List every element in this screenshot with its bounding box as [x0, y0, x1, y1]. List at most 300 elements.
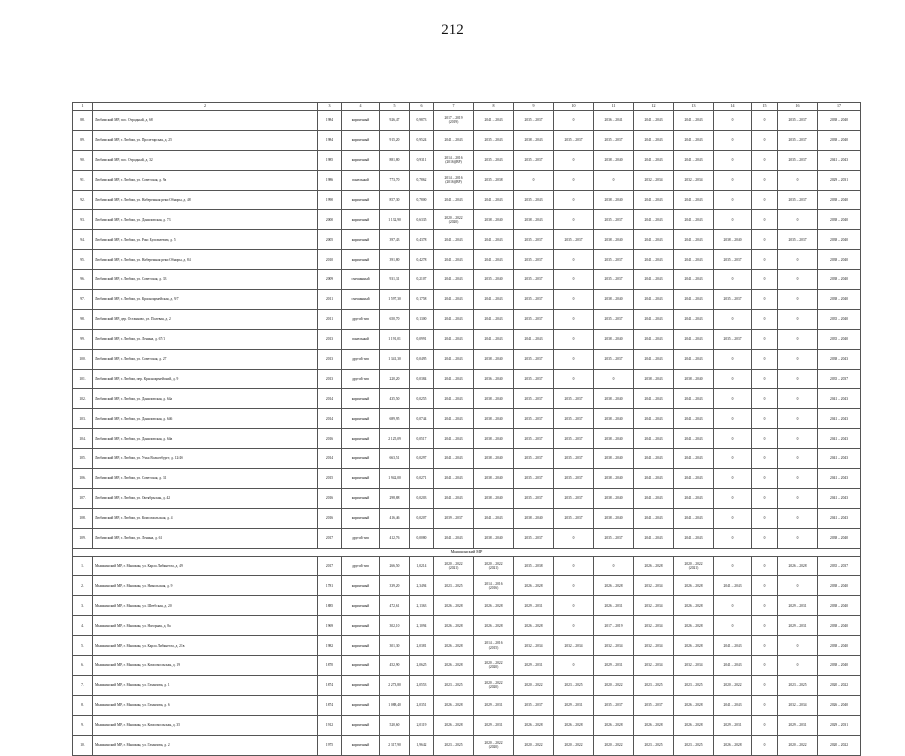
table-cell: 2038 – 2040 — [594, 409, 634, 429]
table-cell: 915,20 — [380, 130, 410, 150]
table-cell: 0 — [752, 270, 778, 290]
table-cell: 2038 – 2040 — [818, 636, 861, 656]
table-cell: кирпичный — [342, 508, 380, 528]
table-cell: 2023 – 2025 — [778, 675, 818, 695]
table-cell: 2041 – 2043 — [634, 508, 674, 528]
address-cell: Любимский МР, г. Любим, ул. Советская, д. 9а — [93, 170, 318, 190]
table-cell: 2020 – 2022 (2020) — [434, 210, 474, 230]
table-cell: 106. — [73, 469, 93, 489]
table-cell: 9. — [73, 715, 93, 735]
table-cell: кирпичный — [342, 656, 380, 676]
table-cell: 2035 – 2037 — [594, 349, 634, 369]
address-cell: Мышкинский МР, г. Мышкин, ул. Газанзова, д. 2 — [93, 735, 318, 755]
table-cell: 2035 – 2037 — [818, 369, 861, 389]
table-cell: 2041 – 2043 — [514, 329, 554, 349]
table-cell: 2041 – 2043 — [634, 250, 674, 270]
table-cell: 926,47 — [380, 111, 410, 131]
table-cell: 2038 – 2043 — [634, 369, 674, 389]
table-cell: 0 — [778, 210, 818, 230]
table-cell: 2041 – 2043 — [434, 369, 474, 389]
address-cell: Любимский МР, г. Любим, ул. Набережная реки Обноры, д. 48 — [93, 190, 318, 210]
table-cell: 0 — [714, 369, 752, 389]
address-cell: Любимский МР, г. Любим, ул. Октябрьская, д. 42 — [93, 488, 318, 508]
table-cell: 1990 — [318, 190, 342, 210]
table-cell: кирпичный — [342, 230, 380, 250]
table-cell: 0 — [554, 329, 594, 349]
table-cell: 2016 — [318, 429, 342, 449]
table-cell: 2023 – 2025 — [674, 735, 714, 755]
table-cell: 0 — [554, 596, 594, 616]
table-cell: 2013 — [318, 349, 342, 369]
section-row — [73, 548, 861, 556]
table-cell: 2035 – 2037 — [514, 309, 554, 329]
address-cell: Любимский МР, г. Любим, ул. Советская, д. 27 — [93, 349, 318, 369]
address-cell: Любимский МР, пос. Отрадный, д. 32 — [93, 150, 318, 170]
table-cell: кирпичный — [342, 130, 380, 150]
table-cell: 2020 – 2022 — [554, 735, 594, 755]
table-cell: 2041 – 2043 — [674, 309, 714, 329]
table-cell: 2041 – 2043 — [674, 290, 714, 310]
table-cell: 2038 – 2043 — [514, 130, 554, 150]
table-cell: 0,0203 — [410, 488, 434, 508]
table-cell: 2041 – 2043 — [818, 389, 861, 409]
table-cell: 0 — [714, 449, 752, 469]
table-cell: 2032 – 2034 — [674, 170, 714, 190]
table-cell: 0 — [714, 170, 752, 190]
table-cell: 2041 – 2043 — [674, 508, 714, 528]
table-cell: 0 — [594, 369, 634, 389]
table-cell: 5. — [73, 636, 93, 656]
table-cell: 2014 – 2016 (2016)(ВР) — [434, 150, 474, 170]
table-cell: 220,20 — [380, 369, 410, 389]
page-number: 212 — [441, 22, 464, 38]
table-cell: 2020 – 2022 — [818, 675, 861, 695]
table-cell: 0 — [778, 329, 818, 349]
address-cell: Мышкинский МР, г. Мышкин, ул. Карла Либкнехта, д. 49 — [93, 556, 318, 576]
table-cell: 2041 – 2043 — [674, 250, 714, 270]
table-cell: 90. — [73, 150, 93, 170]
table-cell: 2038 – 2040 — [818, 230, 861, 250]
table-cell: 397,43 — [380, 230, 410, 250]
table-cell: 2026 – 2028 — [514, 576, 554, 596]
table-cell: 2041 – 2043 — [634, 329, 674, 349]
table-cell: 0 — [714, 616, 752, 636]
address-cell: Мышкинский МР, г. Мышкин, ул. Никольская, д. 9 — [93, 576, 318, 596]
table-cell: 1885 — [318, 596, 342, 616]
table-cell: 2035 – 2037 — [514, 250, 554, 270]
table-cell: 103. — [73, 409, 93, 429]
table-cell: 2038 – 2040 — [594, 230, 634, 250]
table-cell: 2041 – 2043 — [434, 528, 474, 548]
table-cell: 2041 – 2043 — [818, 508, 861, 528]
table-cell: 0 — [752, 329, 778, 349]
table-cell: 0 — [752, 576, 778, 596]
table-row — [73, 130, 861, 150]
table-cell: 2026 – 2028 — [434, 695, 474, 715]
table-cell: 0 — [778, 636, 818, 656]
table-cell: 2026 – 2028 — [674, 695, 714, 715]
address-cell: Мышкинский МР, г. Мышкин, ул. Шеебская, д. 20 — [93, 596, 318, 616]
table-cell: кирпичный — [342, 596, 380, 616]
table-cell: 2035 – 2037 — [554, 469, 594, 489]
table-cell: 2038 – 2040 — [818, 596, 861, 616]
table-cell: 2041 – 2043 — [634, 210, 674, 230]
table-cell: 2026 – 2040 — [818, 695, 861, 715]
table-cell: 2035 – 2037 — [778, 190, 818, 210]
table-cell: 2038 – 2040 — [474, 488, 514, 508]
table-row — [73, 349, 861, 369]
table-cell: 2029 – 2031 — [474, 715, 514, 735]
table-cell: 2017 – 2019 (2019) — [434, 111, 474, 131]
table-cell: 104. — [73, 429, 93, 449]
table-cell: 0 — [554, 369, 594, 389]
table-cell: 2035 – 2037 — [554, 449, 594, 469]
table-cell: 2032 – 2034 — [634, 170, 674, 190]
table-cell: другой тип — [342, 349, 380, 369]
table-cell: 2041 – 2043 — [818, 469, 861, 489]
table-cell: 2017 — [318, 528, 342, 548]
table-cell: 2009 — [318, 270, 342, 290]
table-cell: 0,6335 — [410, 210, 434, 230]
table-cell: 2035 – 2037 — [514, 449, 554, 469]
table-cell: 2020 – 2022 (2021) — [674, 556, 714, 576]
table-cell: 2026 – 2028 — [434, 715, 474, 735]
section-title: Мышкинский МР — [73, 548, 861, 556]
table-cell: кирпичный — [342, 636, 380, 656]
table-cell: 2041 – 2043 — [474, 508, 514, 528]
table-cell: 97. — [73, 290, 93, 310]
table-cell: 2041 – 2043 — [474, 190, 514, 210]
table-cell: 1 341,30 — [380, 349, 410, 369]
address-cell: Любимский МР, г. Любим, ул. Даниловская, д. 646 — [93, 409, 318, 429]
table-cell: 109. — [73, 528, 93, 548]
table-cell: кирпичный — [342, 150, 380, 170]
table-cell: 93. — [73, 210, 93, 230]
table-cell: 2035 – 2040 — [818, 309, 861, 329]
table-cell: 2041 – 2043 — [634, 528, 674, 548]
table-row — [73, 250, 861, 270]
address-cell: Любимский МР, г. Любим, ул. Рокс Булгакеевич, д. 5 — [93, 230, 318, 250]
table-cell: 0,0271 — [410, 469, 434, 489]
table-cell: 0 — [752, 210, 778, 230]
table-cell: 2015 — [318, 469, 342, 489]
table-cell: 0,2107 — [410, 270, 434, 290]
table-cell: 1870 — [318, 656, 342, 676]
table-cell: 2032 – 2034 — [634, 596, 674, 616]
address-cell: Любимский МР, г. Любим, ул. Советская, д. 31 — [93, 469, 318, 489]
table-cell: 0 — [752, 409, 778, 429]
table-cell: 96. — [73, 270, 93, 290]
table-cell: 2038 – 2040 — [818, 130, 861, 150]
table-cell: 2023 – 2025 — [554, 675, 594, 695]
table-cell: 2032 – 2034 — [634, 636, 674, 656]
table-row — [73, 150, 861, 170]
table-cell: 2041 – 2043 — [474, 111, 514, 131]
table-cell: 2035 – 2037 — [514, 389, 554, 409]
table-cell: 2041 – 2043 — [714, 636, 752, 656]
table-cell: 2026 – 2028 — [554, 715, 594, 735]
table-cell: 0 — [554, 250, 594, 270]
table-row — [73, 429, 861, 449]
table-cell: 0 — [714, 210, 752, 230]
table-cell: 105. — [73, 449, 93, 469]
table-cell: 2029 – 2031 — [714, 715, 752, 735]
table-cell: 2035 – 2037 — [514, 488, 554, 508]
table-cell: 2041 – 2043 — [474, 230, 514, 250]
table-cell: 1,0214 — [410, 556, 434, 576]
table-cell: 2038 – 2040 — [474, 469, 514, 489]
table-cell: 452,90 — [380, 656, 410, 676]
table-cell: 2035 – 2037 — [554, 488, 594, 508]
table-cell: 2016 — [318, 508, 342, 528]
table-cell: 2035 – 2037 — [554, 429, 594, 449]
table-cell: 2041 – 2043 — [674, 389, 714, 409]
table-cell: 2038 – 2040 — [474, 210, 514, 230]
table-cell: 2020 – 2022 — [594, 735, 634, 755]
table-cell: 0 — [554, 349, 594, 369]
table-cell: 0 — [752, 190, 778, 210]
table-cell: 2035 – 2037 — [778, 130, 818, 150]
table-cell: 2038 – 2040 — [594, 429, 634, 449]
table-cell: 0 — [714, 190, 752, 210]
table-row — [73, 556, 861, 576]
table-cell: 2029 – 2031 — [554, 695, 594, 715]
table-cell: 0 — [554, 556, 594, 576]
address-cell: Мышкинский МР, г. Мышкин, ул. Нагорная, д. 8а — [93, 616, 318, 636]
table-cell: 1 942,00 — [380, 469, 410, 489]
table-cell: 2035 – 2037 — [594, 250, 634, 270]
table-cell: 2026 – 2028 — [634, 715, 674, 735]
table-cell: 2038 – 2040 — [818, 210, 861, 230]
table-cell: 2041 – 2043 — [634, 469, 674, 489]
table-cell: 689,95 — [380, 409, 410, 429]
table-cell: другой тип — [342, 369, 380, 389]
table-cell: 2041 – 2043 — [434, 469, 474, 489]
table-cell: 2026 – 2028 — [434, 616, 474, 636]
table-cell: 2032 – 2034 — [634, 576, 674, 596]
table-cell: 2,0381 — [410, 636, 434, 656]
table-cell: 1982 — [318, 636, 342, 656]
table-row — [73, 270, 861, 290]
table-cell: 2029 – 2031 — [778, 616, 818, 636]
table-cell: кирпичный — [342, 675, 380, 695]
table-cell: 100. — [73, 349, 93, 369]
table-cell: кирпичный — [342, 715, 380, 735]
table-row — [73, 469, 861, 489]
table-cell: 0 — [778, 349, 818, 369]
table-cell: 2041 – 2043 — [434, 349, 474, 369]
header-cell: 9 — [514, 103, 554, 111]
address-cell: Любимский МР, г. Любим, пер. Красноармейский, д. 9 — [93, 369, 318, 389]
table-cell: 2041 – 2043 — [634, 389, 674, 409]
table-row — [73, 409, 861, 429]
table-row — [73, 675, 861, 695]
table-cell: 2038 – 2040 — [474, 389, 514, 409]
table-cell: 1984 — [318, 130, 342, 150]
table-cell: другой тип — [342, 528, 380, 548]
table-cell: 2023 – 2025 — [434, 675, 474, 695]
table-cell: 108. — [73, 508, 93, 528]
table-cell: 1 191,01 — [380, 329, 410, 349]
table-cell: кирпичный — [342, 469, 380, 489]
header-cell: 8 — [474, 103, 514, 111]
table-cell: кирпичный — [342, 616, 380, 636]
table-cell: 2041 – 2043 — [634, 429, 674, 449]
table-cell: 302,10 — [380, 616, 410, 636]
table-cell: кирпичный — [342, 735, 380, 755]
table-cell: 2010 — [318, 250, 342, 270]
table-cell: 391,80 — [380, 250, 410, 270]
table-cell: 2020 – 2022 (2020) — [474, 675, 514, 695]
table-cell: 2035 – 2037 — [554, 230, 594, 250]
table-cell: 1 597,30 — [380, 290, 410, 310]
table-cell: 0 — [778, 656, 818, 676]
table-cell: 2035 – 2037 — [514, 111, 554, 131]
table-cell: 2035 – 2037 — [594, 130, 634, 150]
table-cell: 2035 – 2037 — [594, 309, 634, 329]
table-cell: 2039 – 2037 — [434, 508, 474, 528]
table-cell: 0 — [752, 508, 778, 528]
table-cell: 0 — [752, 389, 778, 409]
table-cell: 2035 – 2043 — [514, 190, 554, 210]
header-cell: 5 — [380, 103, 410, 111]
table-cell: 0 — [714, 349, 752, 369]
table-cell: 2,0119 — [410, 715, 434, 735]
table-cell: 2035 – 2038 — [514, 556, 554, 576]
table-cell: 0 — [554, 290, 594, 310]
table-cell: 2035 – 2037 — [714, 290, 752, 310]
table-cell: 2038 – 2040 — [594, 488, 634, 508]
table-cell: 2005 — [318, 230, 342, 250]
table-cell: 2029 – 2031 — [778, 715, 818, 735]
table-row — [73, 449, 861, 469]
table-cell: 2032 – 2034 — [674, 656, 714, 676]
table-cell: 2041 – 2043 — [634, 130, 674, 150]
table-cell: 2 125,09 — [380, 429, 410, 449]
table-cell: 0 — [778, 508, 818, 528]
table-cell: 2,1363 — [410, 596, 434, 616]
table-cell: 2038 – 2043 — [514, 210, 554, 230]
table-cell: 266,50 — [380, 556, 410, 576]
table-cell: 0,9873 — [410, 111, 434, 131]
table-cell: 2041 – 2043 — [434, 389, 474, 409]
table-cell: 0 — [752, 735, 778, 755]
table-cell: 0 — [752, 695, 778, 715]
table-cell: 0,0080 — [410, 528, 434, 548]
data-table — [72, 102, 861, 756]
address-cell: Мышкинский МР, г. Мышкин, ул. Газанзова, д. 1 — [93, 675, 318, 695]
table-cell: 0 — [714, 130, 752, 150]
table-cell: другой тип — [342, 309, 380, 329]
table-cell: 2016 — [318, 488, 342, 508]
table-cell: 0 — [554, 576, 594, 596]
table-cell: 89. — [73, 130, 93, 150]
table-cell: кирпичный — [342, 210, 380, 230]
address-cell: Любимский МР, г. Любим, ул. Ленина, д. 67/1 — [93, 329, 318, 349]
table-cell: 2014 – 2016 (2016)(ВР) — [434, 170, 474, 190]
table-cell: 0 — [714, 270, 752, 290]
table-cell: 2026 – 2028 — [674, 715, 714, 735]
table-cell: 2032 – 2034 — [554, 636, 594, 656]
table-cell: 1984 — [318, 111, 342, 131]
table-cell: 412,76 — [380, 528, 410, 548]
table-cell: 2011 — [318, 309, 342, 329]
table-cell: 2035 – 2037 — [594, 270, 634, 290]
table-cell: 2036 – 2040 — [474, 369, 514, 389]
table-cell: 0,9524 — [410, 130, 434, 150]
table-row — [73, 616, 861, 636]
table-cell: 2041 – 2043 — [674, 349, 714, 369]
address-cell: Мышкинский МР, г. Мышкин, ул. Карла Либкнехта, д. 21в — [93, 636, 318, 656]
table-row — [73, 230, 861, 250]
table-cell: 2000 — [318, 210, 342, 230]
table-cell: 298,88 — [380, 488, 410, 508]
table-cell: 2029 – 2031 — [818, 715, 861, 735]
table-cell: 2026 – 2028 — [634, 556, 674, 576]
table-cell: 472,61 — [380, 596, 410, 616]
table-cell: 2038 – 2040 — [474, 449, 514, 469]
table-cell: 2029 – 2031 — [514, 656, 554, 676]
table-cell: 0 — [752, 596, 778, 616]
table-cell: 0 — [778, 369, 818, 389]
table-cell: 2041 – 2043 — [714, 576, 752, 596]
table-row — [73, 715, 861, 735]
table-cell: 2041 – 2043 — [674, 469, 714, 489]
table-cell: 1874 — [318, 695, 342, 715]
table-cell: 0,0384 — [410, 369, 434, 389]
table-cell: 0 — [752, 170, 778, 190]
table-cell: кирпичный — [342, 695, 380, 715]
table-cell: 0 — [554, 656, 594, 676]
table-cell: 2020 – 2022 — [818, 735, 861, 755]
table-cell: 0 — [778, 429, 818, 449]
table-row — [73, 508, 861, 528]
table-cell: 2026 – 2028 — [594, 576, 634, 596]
table-cell: 2041 – 2043 — [674, 488, 714, 508]
table-cell: 2035 – 2037 — [714, 329, 752, 349]
table-cell: 2023 – 2025 — [634, 735, 674, 755]
table-cell: 2038 – 2040 — [818, 616, 861, 636]
table-cell: кирпичный — [342, 250, 380, 270]
table-cell: 2035 – 2037 — [514, 429, 554, 449]
table-cell: панельный — [342, 170, 380, 190]
table-cell: 0,0255 — [410, 389, 434, 409]
table-cell: 92. — [73, 190, 93, 210]
table-cell: 0 — [778, 290, 818, 310]
table-cell: 2038 – 2040 — [594, 150, 634, 170]
table-cell: 2041 – 2043 — [674, 230, 714, 250]
table-cell: 2035 – 2037 — [818, 556, 861, 576]
table-cell: 2041 – 2043 — [434, 250, 474, 270]
table-cell: 2041 – 2043 — [634, 309, 674, 329]
table-cell: 2035 – 2037 — [514, 409, 554, 429]
table-cell: 2038 – 2040 — [818, 270, 861, 290]
table-cell: 0 — [554, 111, 594, 131]
table-cell: 301,30 — [380, 636, 410, 656]
table-cell: 2041 – 2043 — [674, 409, 714, 429]
table-cell: 2041 – 2043 — [674, 190, 714, 210]
table-cell: 2038 – 2040 — [674, 369, 714, 389]
table-cell: 2032 – 2034 — [634, 616, 674, 636]
table-cell: 2017 — [318, 556, 342, 576]
table-cell: 0 — [752, 150, 778, 170]
table-cell: 2041 – 2043 — [434, 290, 474, 310]
table-cell: 2035 – 2037 — [778, 111, 818, 131]
table-cell: 2035 – 2037 — [778, 150, 818, 170]
table-cell: 2020 – 2022 — [594, 675, 634, 695]
header-cell: 2 — [93, 103, 318, 111]
table-cell: 2038 – 2040 — [474, 429, 514, 449]
